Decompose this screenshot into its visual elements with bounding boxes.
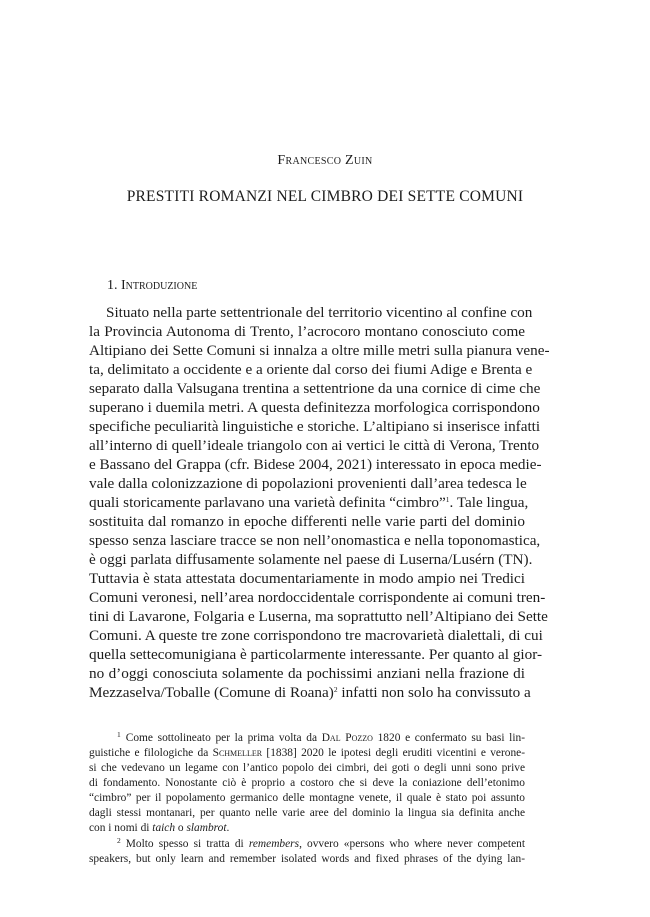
body-line-text: . Tale lingua,	[449, 494, 529, 511]
footnote-line	[89, 821, 525, 836]
body-line: quella settecomunigiana è particolarmente interessante. Per quanto al gior-	[89, 646, 543, 663]
body-line: vale dalla colonizzazione di popolazioni provenienti dall’area tedesca le	[89, 475, 527, 492]
body-line: separato dalla Valsugana trentina a settentrione da una cornice di cime che	[89, 380, 541, 397]
body-line: Situato nella parte settentrionale del territorio vicentino al confine con	[106, 304, 533, 321]
footnote-line: speakers, but only learn and remember isolated words and fixed phrases of the dying lan-	[89, 853, 525, 865]
footnote-text: o	[175, 822, 187, 834]
footnote-text: con i nomi di	[89, 822, 153, 834]
body-line-text: quali storicamente parlavano una varietà definita “cimbro”	[89, 494, 446, 511]
footnote-line: “cimbro” per il popolamento germanico delle montagne venete, il quale è stato poi assunto	[89, 792, 525, 804]
cited-author: Schmeller	[212, 747, 263, 759]
footnote-text: Come sottolineato per la prima volta da	[125, 732, 322, 744]
italic-term: taich	[152, 822, 176, 834]
body-line: e Bassano del Grappa (cfr. Bidese 2004, 2021) interessato in epoca medie-	[89, 456, 542, 473]
body-line	[89, 493, 529, 512]
footnote-text: 1820 e confermato su basi lin-	[372, 732, 525, 744]
body-line: Comuni. A queste tre zone corrispondono tre macrovarietà dialettali, di cui	[89, 627, 543, 644]
footnote-text: .	[226, 822, 230, 834]
body-line: Altipiano dei Sette Comuni si innalza a oltre mille metri sulla pianura vene-	[89, 342, 550, 359]
footnote-text: , ovvero «persons who where never competent	[299, 838, 525, 850]
footnote-number: 1	[117, 730, 121, 739]
body-line: superano i duemila metri. A questa definitezza morfologica corrispondono	[89, 399, 540, 416]
body-line-text: Mezzaselva/Toballe (Comune di Roana)	[89, 684, 334, 701]
body-line: tini di Lavarone, Folgaria e Luserna, ma soprattutto nell’Altipiano dei Sette	[89, 608, 548, 625]
footnote-text: guistiche e filologiche da	[89, 747, 213, 759]
body-line: specifiche peculiarità linguistiche e storiche. L’altipiano si inserisce infatti	[89, 418, 541, 435]
footnote-line: dagli stessi montanari, per quanto nelle varie aree del dominio la lingua sia definita anche	[89, 807, 525, 819]
body-line	[89, 683, 531, 702]
italic-term: slambrot	[186, 822, 227, 834]
footnote-number: 2	[117, 836, 121, 845]
body-line: è oggi parlata diffusamente solamente nel paese di Luserna/Lusérn (TN).	[89, 551, 533, 568]
body-line: la Provincia Autonoma di Trento, l’acrocoro montano conosciuto come	[89, 323, 525, 340]
footnote-text: Molto spesso si tratta di	[125, 838, 249, 850]
body-line: Comuni veronesi, nell’area nordoccidentale corrispondente ai comuni tren-	[89, 589, 546, 606]
footnote-2	[117, 837, 525, 852]
footnote-ref-1[interactable]: 1	[445, 495, 450, 504]
body-line: ta, delimitato a occidente e a oriente dal corso dei fiumi Adige e Brenta e	[89, 361, 533, 378]
body-line: spesso senza lasciare tracce se non nell’onomastica e nella toponomastica,	[89, 532, 541, 549]
body-line: all’interno di quell’ideale triangolo con ai vertici le città di Verona, Trento	[89, 437, 540, 454]
footnote-ref-2[interactable]: 2	[333, 685, 338, 694]
article-title: PRESTITI ROMANZI NEL CIMBRO DEI SETTE COMUNI	[126, 188, 524, 205]
section-heading: 1. Introduzione	[107, 278, 198, 293]
cited-author: Dal Pozzo	[321, 732, 373, 744]
footnote-line: di fondamento. Nonostante ciò è proprio a costoro che si deve la coniazione dell’etonimo	[89, 777, 525, 789]
author-name: Francesco Zuin	[277, 153, 373, 168]
body-line: sostituita dal romanzo in epoche differenti nelle varie parti del dominio	[89, 513, 525, 530]
footnote-1	[117, 731, 525, 746]
body-line: Tuttavia è stata attestata documentariamente in modo ampio nei Tredici	[89, 570, 525, 587]
body-line: no d’oggi conosciuta solamente da pochissimi anziani nella frazione di	[89, 665, 525, 682]
italic-term: remembers	[248, 838, 300, 850]
footnote-line	[89, 746, 525, 761]
body-line-text: infatti non solo ha convissuto a	[337, 684, 531, 701]
footnote-line: si che vedevano un legame con l’antico popolo dei cimbri, dei goti o degli unni sono prive	[89, 762, 525, 774]
footnote-text: [1838] 2020 le ipotesi degli eruditi vicentini e verone-	[262, 747, 525, 759]
